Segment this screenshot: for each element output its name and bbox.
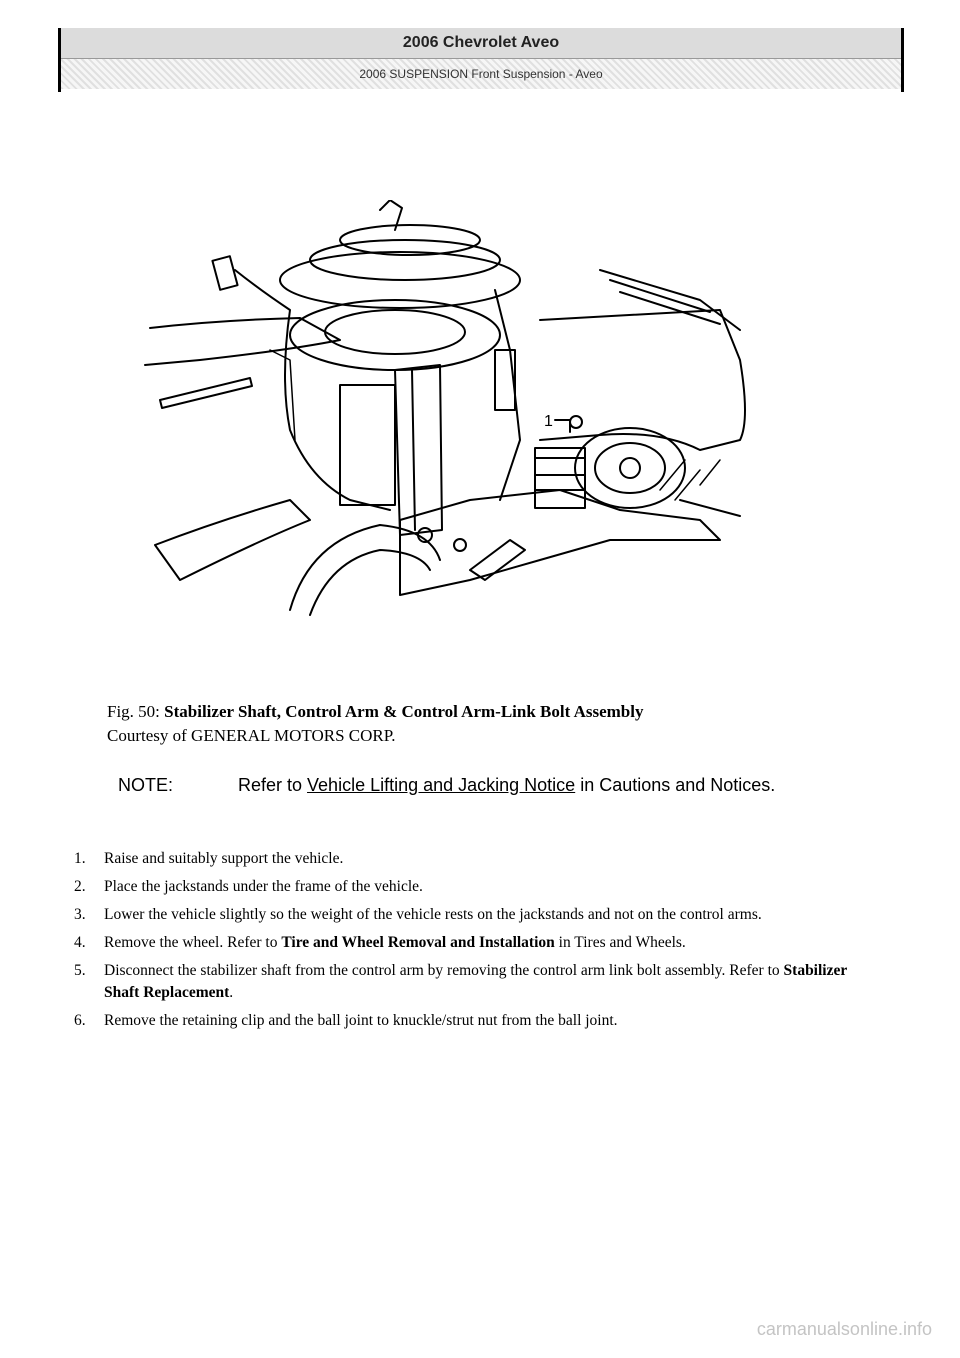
sensor-connector [212, 256, 237, 290]
vehicle-lifting-notice-link[interactable]: Vehicle Lifting and Jacking Notice [307, 775, 576, 795]
caption-line-2: Courtesy of GENERAL MOTORS CORP. [107, 726, 396, 745]
caption-line-1 [107, 700, 867, 724]
callout-leader [555, 420, 570, 432]
step-number: 3. [74, 906, 86, 923]
list-item [74, 848, 884, 870]
step-text: Raise and suitably support the vehicle. [104, 850, 344, 867]
control-arm [400, 490, 720, 595]
header-subtitle: 2006 SUSPENSION Front Suspension - Aveo [61, 59, 901, 89]
frame-rail [145, 318, 340, 365]
suspension-illustration [140, 200, 760, 620]
callout-number: 1 [544, 413, 553, 430]
list-item [74, 932, 884, 954]
step-text [104, 932, 884, 954]
note-block [118, 772, 878, 798]
procedure-steps [74, 848, 884, 1038]
step-text-post: . [229, 984, 234, 1001]
step-number: 4. [74, 934, 86, 951]
tire-wheel-removal-link[interactable]: Tire and Wheel Removal and Installation [281, 934, 555, 951]
note-body [238, 772, 878, 798]
step-number: 2. [74, 878, 86, 895]
step-number: 5. [74, 962, 86, 979]
list-item [74, 960, 884, 1004]
step-text-pre: Disconnect the stabilizer shaft from the control arm by removing the control arm link bolt assembly. Refer to [104, 962, 784, 979]
step-number: 6. [74, 1012, 86, 1029]
stabilizer-link [470, 540, 525, 580]
note-label: NOTE: [118, 775, 174, 795]
page-header [58, 28, 904, 92]
list-item [74, 904, 884, 926]
step-text-post: in Tires and Wheels. [554, 934, 686, 951]
note-prefix: Refer to [238, 775, 308, 795]
header-title: 2006 Chevrolet Aveo [61, 28, 901, 59]
tie-rod [495, 290, 520, 500]
step-number: 1. [74, 850, 86, 867]
stabilizer-shaft-replacement-link[interactable]: Stabilizer Shaft Replacement [104, 962, 847, 1001]
caption-title: Stabilizer Shaft, Control Arm & Control Arm-Link Bolt Assembly [164, 702, 644, 721]
step-text-pre: Remove the wheel. Refer to [104, 934, 282, 951]
step-text: Remove the retaining clip and the ball joint to knuckle/strut nut from the ball joint. [104, 1012, 618, 1029]
step-text [104, 960, 884, 1004]
note-suffix: in Cautions and Notices. [575, 775, 776, 795]
list-item [74, 1010, 884, 1032]
coil-spring [280, 200, 520, 308]
step-text: Lower the vehicle slightly so the weight of the vehicle rests on the jackstands and not on the control arms. [104, 906, 762, 923]
watermark: carmanualsonline.info [756, 1319, 932, 1339]
lower-bracket [155, 500, 310, 580]
list-item [74, 876, 884, 898]
caption-prefix: Fig. 50: [107, 702, 165, 721]
wheel-hub [575, 428, 685, 508]
figure-caption [107, 700, 867, 748]
frame-tube [160, 378, 252, 408]
step-text: Place the jackstands under the frame of the vehicle. [104, 878, 423, 895]
